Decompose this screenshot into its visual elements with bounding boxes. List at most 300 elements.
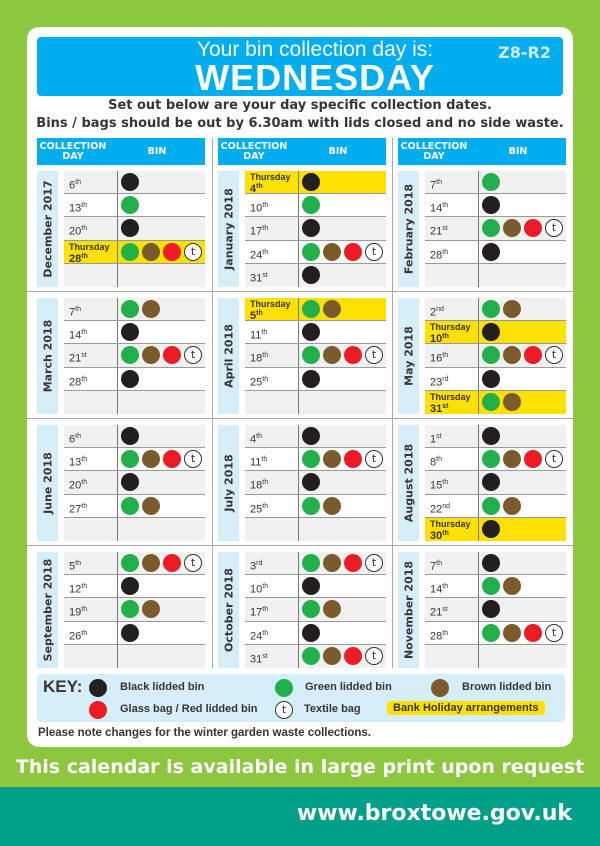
intro-line-1: Set out below are your day specific collection dates. [108,98,492,113]
date-suffix: th [81,583,88,591]
brown-bin-icon [323,497,341,515]
brown-bin-icon [323,243,341,261]
date-suffix: st [262,652,268,660]
bins [479,598,500,620]
collection-row [425,264,566,287]
date-suffix: st [442,402,449,410]
date-suffix: th [81,606,88,614]
black-bin-icon [302,323,320,341]
collection-row [425,471,566,494]
date-suffix: th [256,183,263,190]
bins [479,264,482,287]
header-day: DAY [243,150,265,162]
date-number: 7 [430,560,437,573]
collection-date [245,575,299,597]
black-bin-icon [482,243,500,261]
textile-bag-icon: t [545,624,563,642]
date-number: 6 [69,179,76,192]
red-bin-icon [524,624,542,642]
collection-date [64,575,118,597]
date-number: 31 [250,653,263,666]
green-bin-icon [121,497,139,515]
date-suffix: th [442,583,449,591]
date-number: 10 [250,583,263,596]
black-bin-icon [302,577,320,595]
bins [118,298,160,320]
textile-bag-icon: t [365,243,383,261]
column-header [37,138,205,165]
holiday-day: Thursday [69,241,110,252]
brown-bin-icon [503,450,521,468]
textile-bag-icon: t [365,554,383,572]
collection-row [64,471,205,494]
bins [299,171,320,193]
collection-day-header [398,142,470,162]
date-suffix: th [442,202,449,210]
collection-row [64,344,205,367]
bins [299,217,320,239]
collection-date [64,241,118,263]
date-suffix: nd [442,502,451,510]
collection-row [425,217,566,240]
collection-date [245,217,299,239]
black-bin-icon [89,679,107,697]
bins [479,321,500,343]
black-bin-icon [121,219,139,237]
collection-row [64,391,205,414]
date-suffix: th [81,375,88,383]
collection-date [425,298,479,320]
key-textile: Textile bag [304,703,361,715]
month-label [398,552,419,668]
date-number: 21 [430,607,443,620]
bank-holiday-row [245,171,386,194]
black-bin-icon [482,370,500,388]
black-bin-icon [482,473,500,491]
collection-date [64,448,118,470]
collection-row [64,622,205,645]
date-number: 14 [430,583,443,596]
holiday-day: Thursday [430,322,471,333]
date-number: 18 [250,480,263,493]
collection-date [245,298,299,320]
collection-date [425,622,479,644]
date-suffix: st [442,225,448,233]
month-name: September 2018 [41,558,54,662]
month-label [398,425,419,541]
brown-bin-icon [142,600,160,618]
date-suffix: th [81,456,88,464]
date-suffix: st [436,433,442,440]
month-label [37,552,58,668]
month-name: August 2018 [402,443,415,523]
website-link[interactable]: www.broxtowe.gov.uk [296,801,572,826]
brown-bin-icon [323,346,341,364]
collection-date [425,495,479,517]
collection-row [245,645,386,668]
bins [479,298,521,320]
collection-date [425,575,479,597]
date-number: 20 [69,226,82,239]
green-bin-icon [482,346,500,364]
date-suffix: st [262,271,268,279]
bins [479,425,500,447]
month-name: November 2018 [402,560,415,660]
collection-row [245,495,386,518]
column [218,138,386,165]
collection-date [425,241,479,263]
date-number: 24 [250,249,263,262]
date-suffix: th [262,606,269,614]
month-block [37,425,205,541]
month-name: June 2018 [41,452,54,514]
bins [299,518,302,541]
collection-date [245,471,299,493]
collection-date [64,391,118,414]
date-suffix: th [81,202,88,210]
key-title: KEY: [43,677,83,696]
bins [299,471,320,493]
large-print-notice: This calendar is available in large print upon request [15,756,585,778]
red-bin-icon [524,346,542,364]
green-bin-icon [482,219,500,237]
collection-row [245,425,386,448]
collection-row [64,645,205,668]
bins [479,241,500,263]
month-block [37,171,205,287]
collection-date [245,495,299,517]
month-block [218,552,386,668]
green-bin-icon [302,300,320,318]
header-bin: BIN [508,146,528,157]
bins [299,344,383,366]
green-bin-icon [482,624,500,642]
bins [299,552,383,574]
collection-date [245,645,299,668]
month-label [37,298,58,414]
date-suffix: th [436,456,442,464]
date-number: 13 [69,456,82,469]
header-day: DAY [62,150,84,162]
bins [299,598,341,620]
collection-row [425,171,566,194]
bins [299,495,341,517]
bins [299,194,320,216]
textile-bag-icon: t [545,346,563,364]
green-bin-icon [302,554,320,572]
brown-bin-icon [323,647,341,665]
month-label [37,425,58,541]
brown-bin-icon [503,346,521,364]
collection-date [64,552,118,574]
black-bin-icon [482,427,500,445]
green-bin-icon [302,346,320,364]
calendar-grid [37,138,565,668]
collection-row [425,448,566,471]
collection-date [425,518,479,541]
red-bin-icon [89,701,107,719]
brown-bin-icon [142,450,160,468]
header-bin: BIN [328,146,348,157]
date-suffix: th [442,479,449,487]
collection-date [64,264,118,287]
brown-bin-icon [323,300,341,318]
brown-bin-icon [503,219,521,237]
date-suffix: rd [256,560,263,567]
date-suffix: th [442,248,449,256]
green-bin-icon [482,173,500,191]
collection-row [64,368,205,391]
black-bin-icon [302,219,320,237]
bins [299,368,320,390]
textile-bag-icon: t [184,243,202,261]
brown-bin-icon [503,300,521,318]
bins [118,575,139,597]
date-suffix: st [442,606,448,614]
date-number: 10 [250,202,263,215]
collection-row [425,495,566,518]
black-bin-icon [121,323,139,341]
collection-row [425,552,566,575]
collection-date [425,194,479,216]
header-line: Your bin collection day is: [196,38,434,61]
date-suffix: th [75,433,81,440]
collection-date [245,241,299,263]
red-bin-icon [344,554,362,572]
date-number: 2 [430,306,437,319]
bins [479,171,500,193]
collection-row [64,425,205,448]
holiday-day: Thursday [430,518,471,529]
date-suffix: th [75,560,81,567]
collection-date [425,552,479,574]
bins [299,264,320,287]
brown-bin-icon [142,346,160,364]
date-number: 14 [69,329,82,342]
bins [479,645,482,668]
textile-bag-icon: t [184,554,202,572]
header-day: DAY [423,150,445,162]
key-green: Green lidded bin [305,681,392,693]
collection-date [245,321,299,343]
bins [118,645,121,668]
month-name: May 2018 [402,326,415,386]
collection-date [245,391,299,414]
row-divider [27,545,573,546]
green-bin-icon [121,554,139,572]
collection-row [245,194,386,217]
green-bin-icon [482,497,500,515]
bins [118,217,139,239]
date-number: 17 [250,607,263,620]
brown-bin-icon [142,497,160,515]
collection-date [64,298,118,320]
brown-bin-icon [142,554,160,572]
green-bin-icon [302,196,320,214]
key-black: Black lidded bin [120,681,205,693]
collection-row [245,575,386,598]
green-bin-icon [302,450,320,468]
date-number: 5 [69,560,76,573]
collection-date [425,448,479,470]
bins [118,495,160,517]
collection-row [64,552,205,575]
collection-date [425,368,479,390]
date-number: 28 [69,376,82,389]
date-number: 10 [430,333,443,346]
collection-row [245,264,386,287]
black-bin-icon [121,624,139,642]
date-number: 25 [250,376,263,389]
route-code: Z8-R2 [498,43,551,62]
bins [118,391,121,414]
date-suffix: th [261,329,268,337]
brown-bin-icon [431,679,449,697]
green-bin-icon [482,577,500,595]
bins [479,622,563,644]
brown-bin-icon [503,624,521,642]
date-suffix: th [262,202,269,210]
month-label [37,171,58,287]
header-collection: COLLECTION [220,140,288,152]
date-suffix: th [262,629,269,637]
date-suffix: th [75,306,81,313]
textile-bag-icon: t [545,450,563,468]
red-bin-icon [344,346,362,364]
date-number: 11 [250,329,262,342]
red-bin-icon [524,219,542,237]
note: Please note changes for the winter garden waste collections. [38,727,371,739]
date-number: 18 [250,353,263,366]
bins [299,321,320,343]
collection-date [64,321,118,343]
bins [118,321,139,343]
collection-day-header [37,142,109,162]
column-header [218,138,386,165]
bins [479,391,521,414]
bins [118,264,121,287]
month-label [218,552,239,668]
date-suffix: th [262,502,269,510]
collection-date [245,344,299,366]
black-bin-icon [302,370,320,388]
textile-bag-icon: t [275,701,293,719]
date-suffix: th [436,179,442,186]
brown-bin-icon [323,450,341,468]
month-block [218,171,386,287]
black-bin-icon [121,427,139,445]
date-suffix: th [442,333,449,341]
green-bin-icon [482,450,500,468]
bins [118,471,139,493]
collection-date [425,321,479,346]
collection-row [64,194,205,217]
collection-row [425,645,566,668]
collection-row [245,518,386,541]
date-suffix: th [81,225,88,233]
collection-row [64,495,205,518]
bins [118,425,139,447]
bins [299,425,320,447]
bins [118,171,139,193]
collection-day-header [218,142,290,162]
date-number: 13 [69,202,82,215]
date-number: 31 [430,402,443,415]
collection-row [425,598,566,621]
collection-row [245,391,386,414]
date-suffix: th [81,502,88,510]
date-number: 25 [250,503,263,516]
collection-row [64,448,205,471]
textile-bag-icon: t [365,450,383,468]
collection-row [64,217,205,240]
red-bin-icon [163,554,181,572]
bins [479,194,500,216]
bins [299,241,383,263]
collection-date [64,217,118,239]
holiday-day: Thursday [250,299,291,309]
collection-date [64,471,118,493]
collection-date [64,518,118,541]
bins [118,622,139,644]
bins [479,344,563,366]
black-bin-icon [482,323,500,341]
bins [479,575,521,597]
bins [479,471,500,493]
collection-row [425,368,566,391]
textile-bag-icon: t [365,647,383,665]
red-bin-icon [163,346,181,364]
date-suffix: th [81,629,88,637]
collection-row [245,448,386,471]
collection-row [64,264,205,287]
date-number: 31 [250,272,263,285]
black-bin-icon [302,266,320,284]
collection-row [64,598,205,621]
date-number: 6 [69,433,76,446]
column [37,138,205,165]
month-label [218,298,239,414]
collection-date [425,598,479,620]
collection-date [425,171,479,193]
bins [299,622,320,644]
date-suffix: th [261,456,268,464]
bins [299,298,341,320]
date-suffix: th [81,329,88,337]
key-brown: Brown lidded bin [462,681,552,693]
date-number: 7 [69,306,76,319]
brown-bin-icon [503,497,521,515]
date-number: 4 [250,433,257,446]
collection-date [425,217,479,239]
month-block [37,552,205,668]
date-number: 17 [250,226,263,239]
green-bin-icon [121,600,139,618]
red-bin-icon [344,450,362,468]
month-name: February 2018 [402,183,415,275]
red-bin-icon [163,450,181,468]
bins [299,391,302,414]
date-suffix: th [75,179,81,186]
collection-date [425,645,479,668]
bins [118,194,139,216]
date-suffix: st [81,352,87,360]
brown-bin-icon [142,243,160,261]
bins [299,448,383,470]
collection-date [64,171,118,193]
bank-holiday-row [245,298,386,321]
column-divider [212,138,213,668]
